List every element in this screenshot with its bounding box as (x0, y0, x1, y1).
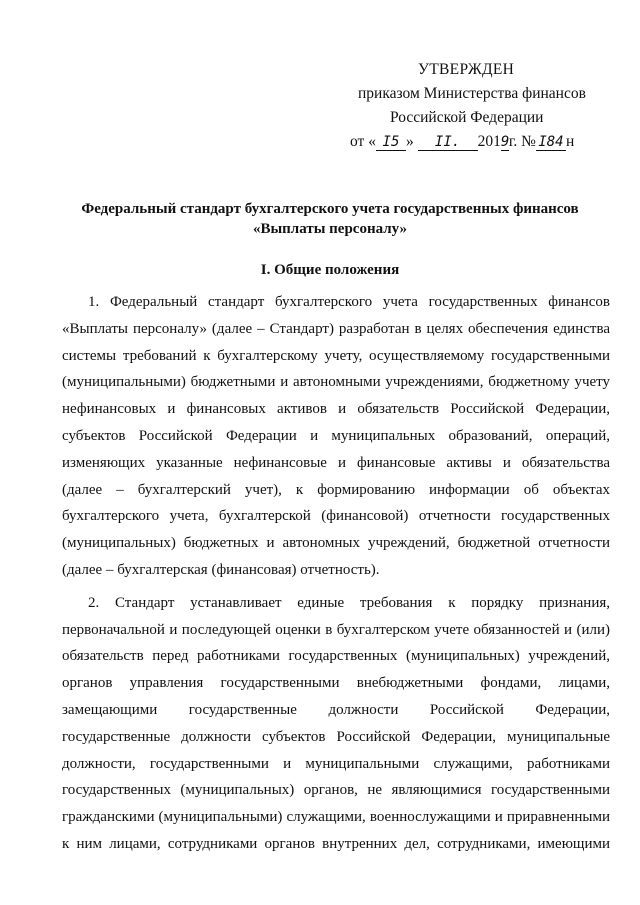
document-title-line2: «Выплаты персоналу» (252, 221, 408, 237)
document-title-line1: Федеральный стандарт бухгалтерского учета государственных финансов (81, 201, 579, 217)
order-number-suffix: н (565, 133, 575, 150)
approval-date-line (300, 130, 590, 154)
paragraph2-line: государственных (муниципальных) органов, не являющимися государственными (62, 782, 610, 799)
paragraph2-line: замещающими государственные должности Российской Федерации, (62, 701, 610, 718)
paragraph1-line: изменяющих указанные нефинансовые и финансовые активы и обязательства (62, 454, 610, 471)
paragraph1-line: бухгалтерского учета, бухгалтерской (финансовой) отчетности государственных (62, 508, 610, 525)
paragraph2-line: государственные должности субъектов Российской Федерации, муниципальные (62, 728, 610, 745)
paragraph2-line: к ним лицами, сотрудниками органов внутренних дел, сотрудниками, имеющими (62, 835, 610, 852)
paragraph2-line: 2. Стандарт устанавливает единые требования к порядку признания, (88, 594, 610, 611)
date-prefix: от « (350, 133, 376, 150)
paragraph2-line: обязательств перед работниками государственных (муниципальных) учреждений, (62, 648, 610, 665)
paragraph1-line: «Выплаты персоналу» (далее – Стандарт) разработан в целях обеспечения единства (62, 320, 610, 337)
paragraph1-line: системы требований к бухгалтерскому учету, осуществляемому государственными (62, 347, 610, 364)
paragraph2-line: органов управления государственными внебюджетными фондами, лицами, (62, 675, 610, 692)
paragraph1-line: (далее – бухгалтерский учет), к формированию информации об объектах (62, 481, 610, 498)
approval-order-line: приказом Министерства финансов (358, 85, 586, 102)
paragraph2-line: гражданскими (муниципальными) служащими, военнослужащими и приравненными (62, 809, 610, 826)
paragraph1-line: (муниципальными) бюджетными и автономными учреждениями, бюджетному учету (62, 374, 610, 391)
date-mid: » (405, 133, 414, 150)
paragraph1-line: 1. Федеральный стандарт бухгалтерского учета государственных финансов (88, 294, 610, 310)
date-month: II. (418, 134, 478, 151)
paragraph1-line: нефинансовых и финансовых активов и обязательств Российской Федерации, (62, 401, 610, 418)
order-number: I84 (536, 134, 566, 151)
section-title: I. Общие положения (260, 262, 400, 278)
date-day: I5 (376, 134, 406, 151)
paragraph2-line: первоначальной и последующей оценки в бухгалтерском учете обязанностей и (или) (62, 621, 610, 638)
approval-stamp (300, 58, 590, 154)
approval-title: УТВЕРЖДЕН (418, 61, 515, 78)
document-body (62, 289, 610, 858)
date-year-digit: 9 (500, 134, 510, 150)
paragraph2-line: должности, государственными и муниципальными служащими, работниками (62, 755, 610, 772)
paragraph1-line: субъектов Российской Федерации и муниципальных образований, операций, (62, 427, 610, 444)
document-title (40, 199, 620, 239)
paragraph1-line: (муниципальных) бюджетных и автономных учреждений, бюджетной отчетности (62, 535, 610, 552)
date-year-suffix: г. № (508, 133, 536, 150)
paragraph1-line: (далее – бухгалтерская (финансовая) отчетность). (62, 561, 380, 578)
approval-country-line: Российской Федерации (390, 109, 544, 126)
date-year: 201 (477, 133, 501, 150)
